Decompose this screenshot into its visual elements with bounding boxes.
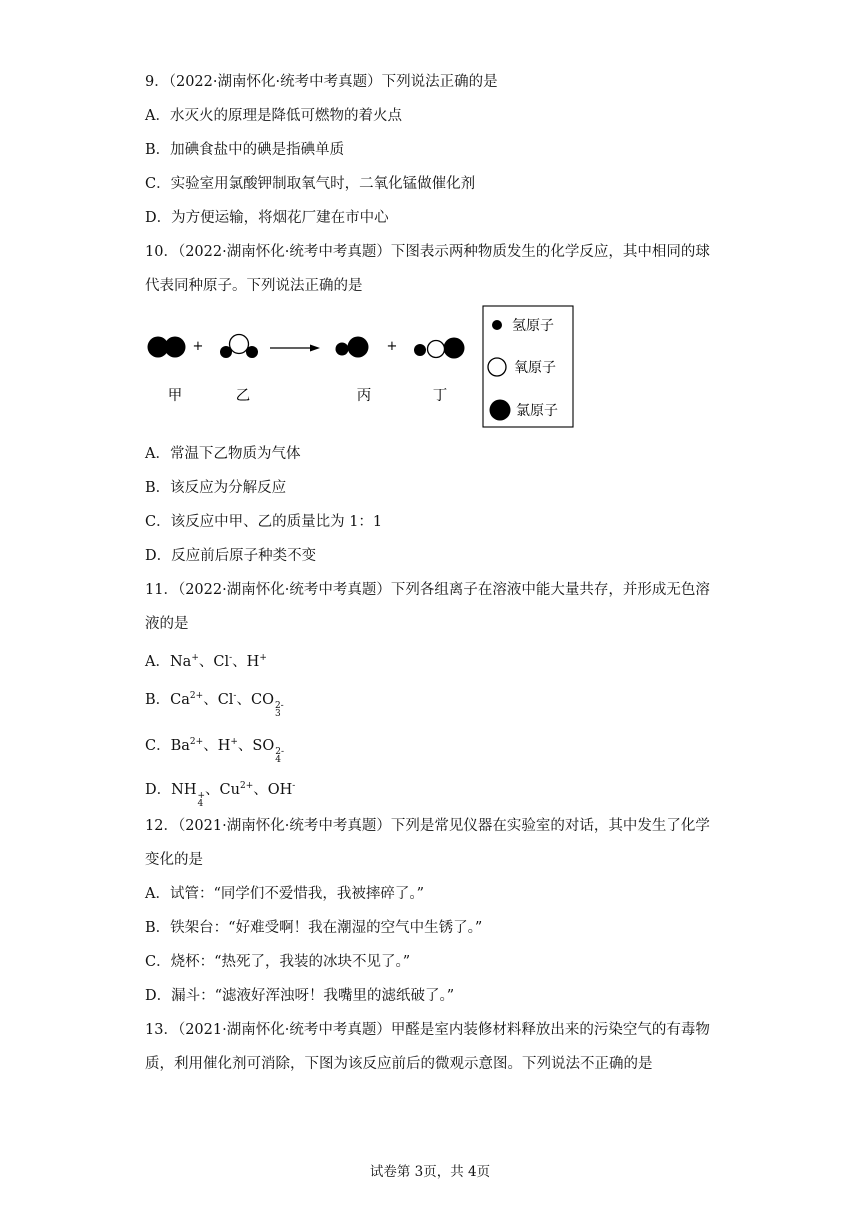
q10-option-c: C．该反应中甲、乙的质量比为 1：1 (145, 514, 383, 530)
q9-option-c: C．实验室用氯酸钾制取氧气时，二氧化锰做催化剂 (145, 176, 476, 192)
q10-option-a: A．常温下乙物质为气体 (145, 446, 301, 462)
q11-stem-line2: 液的是 (145, 616, 189, 632)
molecule-ding (414, 338, 465, 359)
q11-stem-line1: 11．（2022·湖南怀化·统考中考真题）下列各组离子在溶液中能大量共存，并形成无色溶 (145, 582, 710, 598)
atom-legend (483, 306, 573, 427)
reaction-arrow (270, 345, 320, 352)
q12-option-a: A．试管：“同学们不爱惜我，我被摔碎了。” (145, 886, 425, 902)
legend-chlorine: 氯原子 (516, 403, 558, 419)
q12-option-d: D．漏斗：“滤液好浑浊呀！我嘴里的滤纸破了。” (145, 988, 455, 1004)
q10-option-b: B．该反应为分解反应 (145, 480, 287, 496)
page-footer: 试卷第 3页，共 4页 (369, 1164, 491, 1180)
label-ding: 丁 (432, 388, 448, 404)
q10-option-d: D．反应前后原子种类不变 (145, 548, 317, 564)
q13-stem-line1: 13．（2021·湖南怀化·统考中考真题）甲醛是室内装修材料释放出来的污染空气的有毒物 (145, 1022, 710, 1038)
q12-option-c: C．烧杯：“热死了，我装的冰块不见了。” (145, 954, 411, 970)
molecule-bing (336, 337, 369, 358)
q11-option-c: C．$Ba^{2+}$、H+、SO 2- 4 (145, 737, 285, 765)
q9-stem: 9．（2022·湖南怀化·统考中考真题）下列说法正确的是 (145, 74, 498, 90)
label-jia: 甲 (167, 388, 183, 404)
molecule-jia (148, 337, 186, 358)
plus-sign-1: + (192, 339, 204, 354)
legend-hydrogen: 氢原子 (512, 318, 554, 334)
q12-option-b: B．铁架台：“好难受啊！我在潮湿的空气中生锈了。” (145, 920, 483, 936)
q10-stem-line2: 代表同种原子。下列说法正确的是 (145, 278, 363, 294)
q13-stem-line2: 质，利用催化剂可消除，下图为该反应前后的微观示意图。下列说法不正确的是 (145, 1056, 653, 1072)
q9-option-a: A．水灭火的原理是降低可燃物的着火点 (145, 108, 402, 124)
q12-stem-line2: 变化的是 (145, 852, 203, 868)
q11-option-b: B．$Ca^{2+}$、Cl-、CO 2- 3 (145, 691, 284, 719)
label-yi: 乙 (235, 388, 251, 404)
plus-sign-2: + (386, 339, 398, 354)
reaction-diagram (140, 300, 580, 432)
label-bing: 丙 (356, 388, 372, 404)
q10-stem-line1: 10．（2022·湖南怀化·统考中考真题）下图表示两种物质发生的化学反应，其中相同的球 (145, 244, 710, 260)
legend-oxygen: 氧原子 (514, 360, 556, 376)
q12-stem-line1: 12．（2021·湖南怀化·统考中考真题）下列是常见仪器在实验室的对话，其中发生了化学 (145, 818, 710, 834)
q11-option-a: A．Na+、Cl-、H+ (145, 653, 267, 670)
q9-option-b: B．加碘食盐中的碘是指碘单质 (145, 142, 345, 158)
q11-option-d: D．NH + 4 、$Cu^{2+}$、OH- (145, 781, 296, 809)
q9-option-d: D．为方便运输，将烟花厂建在市中心 (145, 210, 389, 226)
molecule-yi (220, 335, 258, 359)
